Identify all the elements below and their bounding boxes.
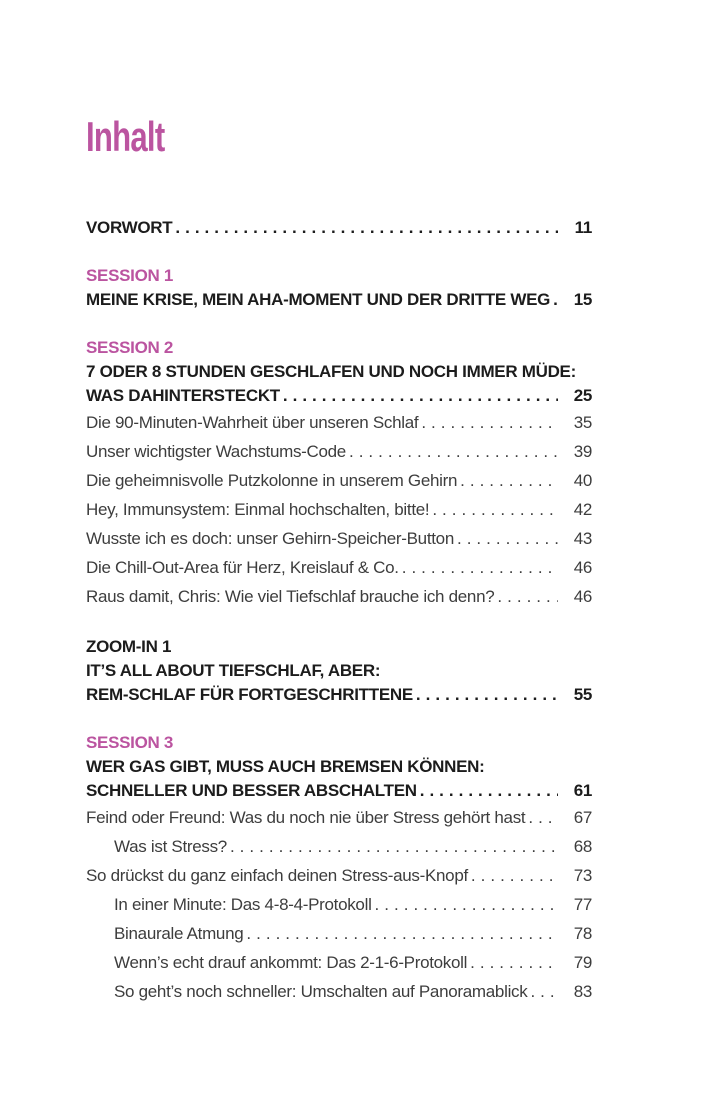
dot-leader [417,779,558,803]
table-of-contents [86,216,592,1006]
section-label: ZOOM-IN 1 [86,637,172,656]
session3-label-row [86,731,592,755]
page-number: 35 [573,413,592,432]
toc-section-session1 [86,264,592,312]
page-number: 11 [574,218,592,237]
entry-text: Binaurale Atmung [114,924,244,943]
entry-text: In einer Minute: Das 4-8-4-Protokoll [114,895,372,914]
toc-entry [86,408,592,437]
entry-text: So geht’s noch schneller: Umschalten auf Panoramablick [114,982,528,1001]
entry-text: Wenn’s echt drauf ankommt: Das 2-1-6-Protokoll [114,953,468,972]
toc-entry-session3-title-line1 [86,755,592,779]
entry-text: Wusste ich es doch: unser Gehirn-Speicher-Button [86,529,454,548]
dot-leader [494,582,558,611]
dot-leader [525,803,558,832]
entry-text: Hey, Immunsystem: Einmal hochschalten, bitte! [86,500,430,519]
entry-text: Was ist Stress? [114,837,227,856]
toc-entry [86,466,592,495]
toc-entry [86,803,592,832]
page-number: 77 [573,895,592,914]
dot-leader [280,384,558,408]
page-number: 78 [573,924,592,943]
entry-text: WER GAS GIBT, MUSS AUCH BREMSEN KÖNNEN: [86,757,485,776]
page-number: 79 [573,953,592,972]
session-label: SESSION 3 [86,733,174,752]
toc-entry-session3-title-line2 [86,779,592,803]
toc-entry-session2-title-line1 [86,360,592,384]
toc-entry-session1-title [86,288,592,312]
page-number: 39 [573,442,592,461]
toc-entry-sub [86,832,592,861]
toc-entry-zoom-in1-title-line2 [86,683,592,707]
page-number: 55 [573,685,592,704]
toc-entry-sub [86,977,592,1006]
page-number: 42 [573,500,592,519]
dot-leader [429,495,558,524]
page-number: 43 [573,529,592,548]
toc-entry [86,861,592,890]
toc-entry [86,495,592,524]
session1-label-row [86,264,592,288]
page-number: 67 [573,808,592,827]
toc-entry-zoom-in1-title-line1 [86,659,592,683]
toc-entry-sub [86,919,592,948]
dot-leader [550,288,558,312]
page-number: 83 [573,982,592,1001]
page-number: 15 [573,290,592,309]
toc-entry [86,553,592,582]
page-number: 61 [573,781,592,800]
page-number: 46 [573,587,592,606]
dot-leader [527,977,558,1006]
entry-text: Die geheimnisvolle Putzkolonne in unserem Gehirn [86,471,458,490]
dot-leader [172,216,558,240]
entry-text: REM-SCHLAF FÜR FORTGESCHRITTENE [86,685,413,704]
toc-entry-sub [86,948,592,977]
page-number: 25 [573,386,592,405]
entry-text: Raus damit, Chris: Wie viel Tiefschlaf brauche ich denn? [86,587,495,606]
dot-leader [467,948,558,977]
session-label: SESSION 2 [86,338,174,357]
toc-entry-session2-title-line2 [86,384,592,408]
toc-section-zoom-in1 [86,635,592,707]
dot-leader [454,524,558,553]
entry-text: Feind oder Freund: Was du noch nie über Stress gehört hast [86,808,526,827]
dot-leader [243,919,558,948]
toc-section-session2 [86,336,592,611]
entry-text: VORWORT [86,218,173,237]
dot-leader [468,861,558,890]
toc-entry [86,437,592,466]
session-label: SESSION 1 [86,266,174,285]
entry-text: Unser wichtigster Wachstums-Code [86,442,346,461]
page-title: Inhalt [86,113,165,160]
page-number: 68 [573,837,592,856]
entry-text: MEINE KRISE, MEIN AHA-MOMENT UND DER DRITTE WEG [86,290,551,309]
page-number: 46 [573,558,592,577]
entry-text: Die Chill-Out-Area für Herz, Kreislauf & Co. [86,558,399,577]
dot-leader [346,437,558,466]
entry-text: SCHNELLER UND BESSER ABSCHALTEN [86,781,417,800]
zoom-in1-label-row [86,635,592,659]
entry-text: So drückst du ganz einfach deinen Stress-aus-Knopf [86,866,468,885]
dot-leader [418,408,558,437]
dot-leader [413,683,558,707]
toc-entry [86,524,592,553]
entry-text: Die 90-Minuten-Wahrheit über unseren Schlaf [86,413,419,432]
dot-leader [372,890,558,919]
dot-leader [227,832,558,861]
dot-leader [399,553,558,582]
page-number: 73 [573,866,592,885]
session2-label-row [86,336,592,360]
toc-entry-sub [86,890,592,919]
toc-entry-vorwort [86,216,592,240]
page-number: 40 [573,471,592,490]
dot-leader [457,466,558,495]
entry-text: 7 ODER 8 STUNDEN GESCHLAFEN UND NOCH IMMER MÜDE: [86,362,576,381]
toc-entry [86,582,592,611]
entry-text: IT’S ALL ABOUT TIEFSCHLAF, ABER: [86,661,381,680]
entry-text: WAS DAHINTERSTECKT [86,386,280,405]
toc-section-session3 [86,731,592,1006]
